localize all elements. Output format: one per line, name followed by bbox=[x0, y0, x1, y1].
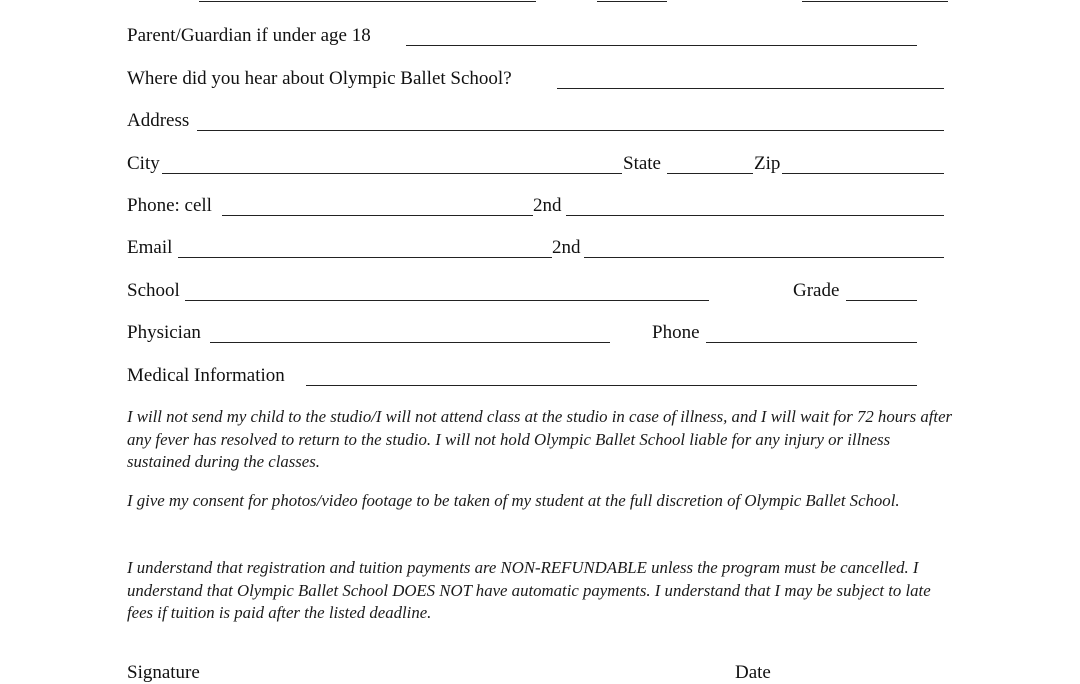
physician-field[interactable] bbox=[210, 342, 610, 343]
hear-about-label: Where did you hear about Olympic Ballet School? bbox=[127, 68, 512, 89]
signature-label: Signature bbox=[127, 662, 200, 683]
school-label: School bbox=[127, 280, 180, 301]
physician-phone-label: Phone bbox=[652, 322, 700, 343]
zip-label: Zip bbox=[754, 153, 781, 174]
physician-phone-field[interactable] bbox=[706, 342, 917, 343]
email-field[interactable] bbox=[178, 257, 552, 258]
top-field-line-2[interactable] bbox=[597, 1, 667, 2]
medical-info-field[interactable] bbox=[306, 385, 917, 386]
top-field-line-3[interactable] bbox=[802, 1, 948, 2]
phone-cell-label: Phone: cell bbox=[127, 195, 212, 216]
medical-info-label: Medical Information bbox=[127, 365, 285, 386]
state-label: State bbox=[623, 153, 661, 174]
illness-policy-paragraph: I will not send my child to the studio/I will not attend class at the studio in case of illness, and I will wait for 72 hours after any fever has resolved to return to the studio. I will not hold Olympic Ballet School liable for any injury or illness sustained during the classes. bbox=[127, 407, 953, 471]
email-2nd-field[interactable] bbox=[584, 257, 944, 258]
physician-label: Physician bbox=[127, 322, 201, 343]
photo-consent-paragraph: I give my consent for photos/video footage to be taken of my student at the full discretion of Olympic Ballet School. bbox=[127, 491, 900, 510]
school-field[interactable] bbox=[185, 300, 709, 301]
city-label: City bbox=[127, 153, 160, 174]
grade-label: Grade bbox=[793, 280, 840, 301]
address-label: Address bbox=[127, 110, 190, 131]
zip-field[interactable] bbox=[782, 173, 944, 174]
top-field-line-1[interactable] bbox=[199, 1, 536, 2]
phone-2nd-field[interactable] bbox=[566, 215, 944, 216]
grade-field[interactable] bbox=[846, 300, 917, 301]
address-field[interactable] bbox=[197, 130, 944, 131]
email-2nd-label: 2nd bbox=[552, 237, 581, 258]
hear-about-field[interactable] bbox=[557, 88, 944, 89]
phone-cell-field[interactable] bbox=[222, 215, 533, 216]
city-field[interactable] bbox=[162, 173, 622, 174]
email-label: Email bbox=[127, 237, 173, 258]
state-field[interactable] bbox=[667, 173, 753, 174]
parent-guardian-label: Parent/Guardian if under age 18 bbox=[127, 25, 371, 46]
phone-2nd-label: 2nd bbox=[533, 195, 562, 216]
payment-policy-paragraph: I understand that registration and tuition payments are NON-REFUNDABLE unless the program must be cancelled. I understand that Olympic Ballet School DOES NOT have automatic payments. I understand that I may be subject to late fees if tuition is paid after the listed deadline. bbox=[127, 558, 931, 622]
date-label: Date bbox=[735, 662, 771, 683]
parent-guardian-field[interactable] bbox=[406, 45, 917, 46]
